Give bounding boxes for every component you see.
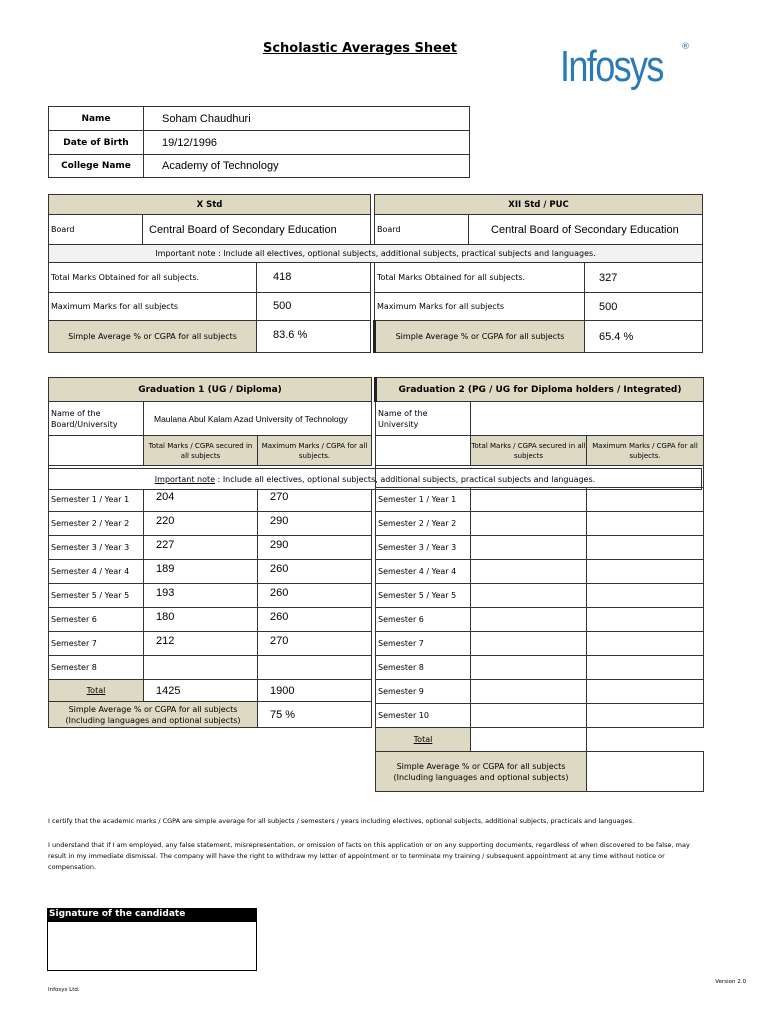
certification-text: I certify that the academic marks / CGPA are simple average for all subjects / semesters / years including electives, optional subjects, additional subjects, practicals and languages. <box>48 817 635 825</box>
graduation2-semester-total <box>471 512 587 536</box>
graduation1-semester-label: Semester 2 / Year 2 <box>49 512 144 536</box>
graduation-note-rest: : Include all electives, optional subjects, additional subjects, practical subjects and languages. <box>215 475 596 484</box>
graduation2-semester-row <box>376 704 704 728</box>
graduation2-university-label: Name of the University <box>376 402 471 436</box>
graduation1-semester-row <box>49 656 372 680</box>
graduation1-semester-max: 270 <box>258 632 372 656</box>
graduation2-semester-max <box>587 560 704 584</box>
graduation2-colhead-blank <box>376 436 471 466</box>
name-label: Name <box>49 107 144 131</box>
graduation2-avg-label: Simple Average % or CGPA for all subjects (Including languages and optional subjects) <box>376 752 587 792</box>
graduation1-semester-label: Semester 6 <box>49 608 144 632</box>
school-marks-table <box>48 194 703 353</box>
graduation1-semester-max: 270 <box>258 488 372 512</box>
graduation1-colhead-blank <box>49 436 144 466</box>
graduation2-semester-max <box>587 680 704 704</box>
graduation1-semester-label: Semester 4 / Year 4 <box>49 560 144 584</box>
graduation1-semester-total: 212 <box>144 632 258 656</box>
college-value: Academy of Technology <box>144 155 470 178</box>
infosys-logo <box>560 42 700 102</box>
graduation1-semester-total: 220 <box>144 512 258 536</box>
graduation1-semester-max <box>258 656 372 680</box>
graduation1-semester-max: 260 <box>258 560 372 584</box>
graduation2-avg-value <box>587 752 704 792</box>
graduation2-semester-row <box>376 608 704 632</box>
graduation2-semester-label: Semester 5 / Year 5 <box>376 584 471 608</box>
graduation2-semester-max <box>587 608 704 632</box>
xstd-board-label: Board <box>49 215 143 245</box>
graduation2-semester-max <box>587 512 704 536</box>
logo-registered-mark: ® <box>681 42 690 52</box>
graduation2-semester-max <box>587 488 704 512</box>
graduation1-semester-total: 227 <box>144 536 258 560</box>
graduation1-semester-label: Semester 7 <box>49 632 144 656</box>
graduation2-semester-total <box>471 584 587 608</box>
graduation2-semester-row <box>376 632 704 656</box>
xstd-board-value: Central Board of Secondary Education <box>143 215 371 245</box>
xstd-total-row <box>49 263 371 293</box>
graduation2-note-spacer <box>376 466 704 488</box>
graduation1-semester-row <box>49 632 372 656</box>
graduation2-semester-max <box>587 632 704 656</box>
graduation2-university-value <box>471 402 704 436</box>
xiistd-total-label: Total Marks Obtained for all subjects. <box>375 263 585 293</box>
xstd-total-label: Total Marks Obtained for all subjects. <box>49 263 257 292</box>
school-important-note: Important note : Include all electives, optional subjects, additional subjects, practical subjects and languages. <box>49 245 703 263</box>
dob-value: 19/12/1996 <box>144 131 470 155</box>
logo-text: Infosys <box>560 42 663 91</box>
graduation1-heading: Graduation 1 (UG / Diploma) <box>49 378 372 402</box>
graduation2-semester-label: Semester 2 / Year 2 <box>376 512 471 536</box>
signature-header: Signature of the candidate <box>47 908 257 921</box>
xstd-max-row <box>49 293 371 321</box>
xstd-total-value: 418 <box>273 271 292 283</box>
graduation2-semester-total <box>471 536 587 560</box>
xstd-heading: X Std <box>49 195 371 215</box>
graduation2-semester-label: Semester 4 / Year 4 <box>376 560 471 584</box>
graduation1-semester-row <box>49 584 372 608</box>
graduation2-semester-label: Semester 8 <box>376 656 471 680</box>
version-label: Version 2.0 <box>715 979 746 985</box>
xiistd-heading: XII Std / PUC <box>375 195 703 215</box>
graduation2-table <box>374 377 704 792</box>
xstd-avg-label: Simple Average % or CGPA for all subjects <box>49 321 257 352</box>
graduation2-semester-total <box>471 608 587 632</box>
graduation2-semester-row <box>376 488 704 512</box>
graduation1-total-label: Total <box>49 680 144 702</box>
graduation1-semester-row <box>49 536 372 560</box>
graduation1-semester-row <box>49 512 372 536</box>
graduation2-semester-label: Semester 1 / Year 1 <box>376 488 471 512</box>
graduation1-semester-total: 180 <box>144 608 258 632</box>
graduation2-semester-label: Semester 9 <box>376 680 471 704</box>
graduation2-semester-row <box>376 512 704 536</box>
graduation1-semester-max: 260 <box>258 584 372 608</box>
footer-company: Infosys Ltd. <box>48 987 80 993</box>
xstd-max-value: 500 <box>273 300 292 312</box>
graduation2-semester-total <box>471 680 587 704</box>
understanding-text: I understand that if I am employed, any false statement, misrepresentation, or omission of facts on this application or on any supporting documents, regardless of when discovered to be false, may result in my immediate dismissal. The company will have the right to withdraw my letter of appointment or to terminate my training / subsequent appointment at any time without notice or compensation. <box>48 841 690 871</box>
graduation1-semester-total: 193 <box>144 584 258 608</box>
graduation2-semester-row <box>376 656 704 680</box>
graduation1-semester-max: 290 <box>258 536 372 560</box>
graduation1-semester-max: 290 <box>258 512 372 536</box>
signature-box[interactable] <box>47 921 257 971</box>
xstd-avg-value: 83.6 % <box>273 329 308 341</box>
graduation1-col-max-header: Maximum Marks / CGPA for all subjects. <box>258 436 372 466</box>
graduation1-semester-total <box>144 656 258 680</box>
graduation1-semester-label: Semester 1 / Year 1 <box>49 488 144 512</box>
xiistd-max-value: 500 <box>585 293 703 321</box>
graduation1-university-label: Name of the Board/University <box>49 402 144 436</box>
graduation2-semester-total <box>471 488 587 512</box>
graduation2-semester-row <box>376 536 704 560</box>
graduation1-semester-max: 260 <box>258 608 372 632</box>
graduation2-semester-total <box>471 632 587 656</box>
page-title: Scholastic Averages Sheet <box>262 41 458 56</box>
graduation2-semester-max <box>587 536 704 560</box>
graduation2-semester-total <box>471 656 587 680</box>
graduation1-max-total: 1900 <box>258 680 372 702</box>
dob-label: Date of Birth <box>49 131 144 155</box>
graduation1-semester-total: 189 <box>144 560 258 584</box>
xiistd-total-value: 327 <box>585 263 703 293</box>
graduation1-university-value: Maulana Abul Kalam Azad University of Technology <box>144 402 372 436</box>
college-label: College Name <box>49 155 144 178</box>
graduation1-semester-row <box>49 560 372 584</box>
graduation2-semester-max <box>587 656 704 680</box>
graduation-note-prefix: Important note <box>154 475 216 484</box>
xstd-max-label: Maximum Marks for all subjects <box>49 293 257 320</box>
xiistd-board-value: Central Board of Secondary Education <box>469 215 703 245</box>
graduation2-semester-row <box>376 680 704 704</box>
graduation1-total-value: 1425 <box>144 680 258 702</box>
graduation2-semester-label: Semester 3 / Year 3 <box>376 536 471 560</box>
name-value: Soham Chaudhuri <box>144 107 470 131</box>
graduation2-total-value <box>471 728 587 752</box>
graduation1-semester-label: Semester 3 / Year 3 <box>49 536 144 560</box>
xstd-avg-row <box>49 321 371 353</box>
graduation2-semester-row <box>376 560 704 584</box>
graduation2-semester-total <box>471 704 587 728</box>
graduation2-semester-label: Semester 7 <box>376 632 471 656</box>
graduation2-total-label: Total <box>376 728 471 752</box>
xiistd-avg-label: Simple Average % or CGPA for all subjects <box>375 321 585 353</box>
graduation1-col-total-header: Total Marks / CGPA secured in all subjects <box>144 436 258 466</box>
graduation2-semester-row <box>376 584 704 608</box>
graduation2-semester-total <box>471 560 587 584</box>
graduation2-semester-max <box>587 584 704 608</box>
graduation2-heading: Graduation 2 (PG / UG for Diploma holders / Integrated) <box>376 378 704 402</box>
graduation1-semester-label: Semester 5 / Year 5 <box>49 584 144 608</box>
graduation1-table <box>48 377 372 728</box>
graduation2-col-max-header: Maximum Marks / CGPA for all subjects. <box>587 436 704 466</box>
graduation1-semester-label: Semester 8 <box>49 656 144 680</box>
graduation1-avg-label: Simple Average % or CGPA for all subjects (Including languages and optional subjects) <box>49 702 258 728</box>
graduation2-col-total-header: Total Marks / CGPA secured in all subjects <box>471 436 587 466</box>
personal-info-table <box>48 106 470 178</box>
graduation1-semester-row <box>49 488 372 512</box>
graduation2-semester-label: Semester 10 <box>376 704 471 728</box>
graduation2-semester-label: Semester 6 <box>376 608 471 632</box>
graduation1-avg-value: 75 % <box>258 702 372 728</box>
xiistd-avg-value: 65.4 % <box>585 321 703 353</box>
xiistd-max-label: Maximum Marks for all subjects <box>375 293 585 321</box>
graduation2-semester-max <box>587 704 704 728</box>
xiistd-board-label: Board <box>375 215 469 245</box>
graduation1-semester-total: 204 <box>144 488 258 512</box>
graduation1-semester-row <box>49 608 372 632</box>
